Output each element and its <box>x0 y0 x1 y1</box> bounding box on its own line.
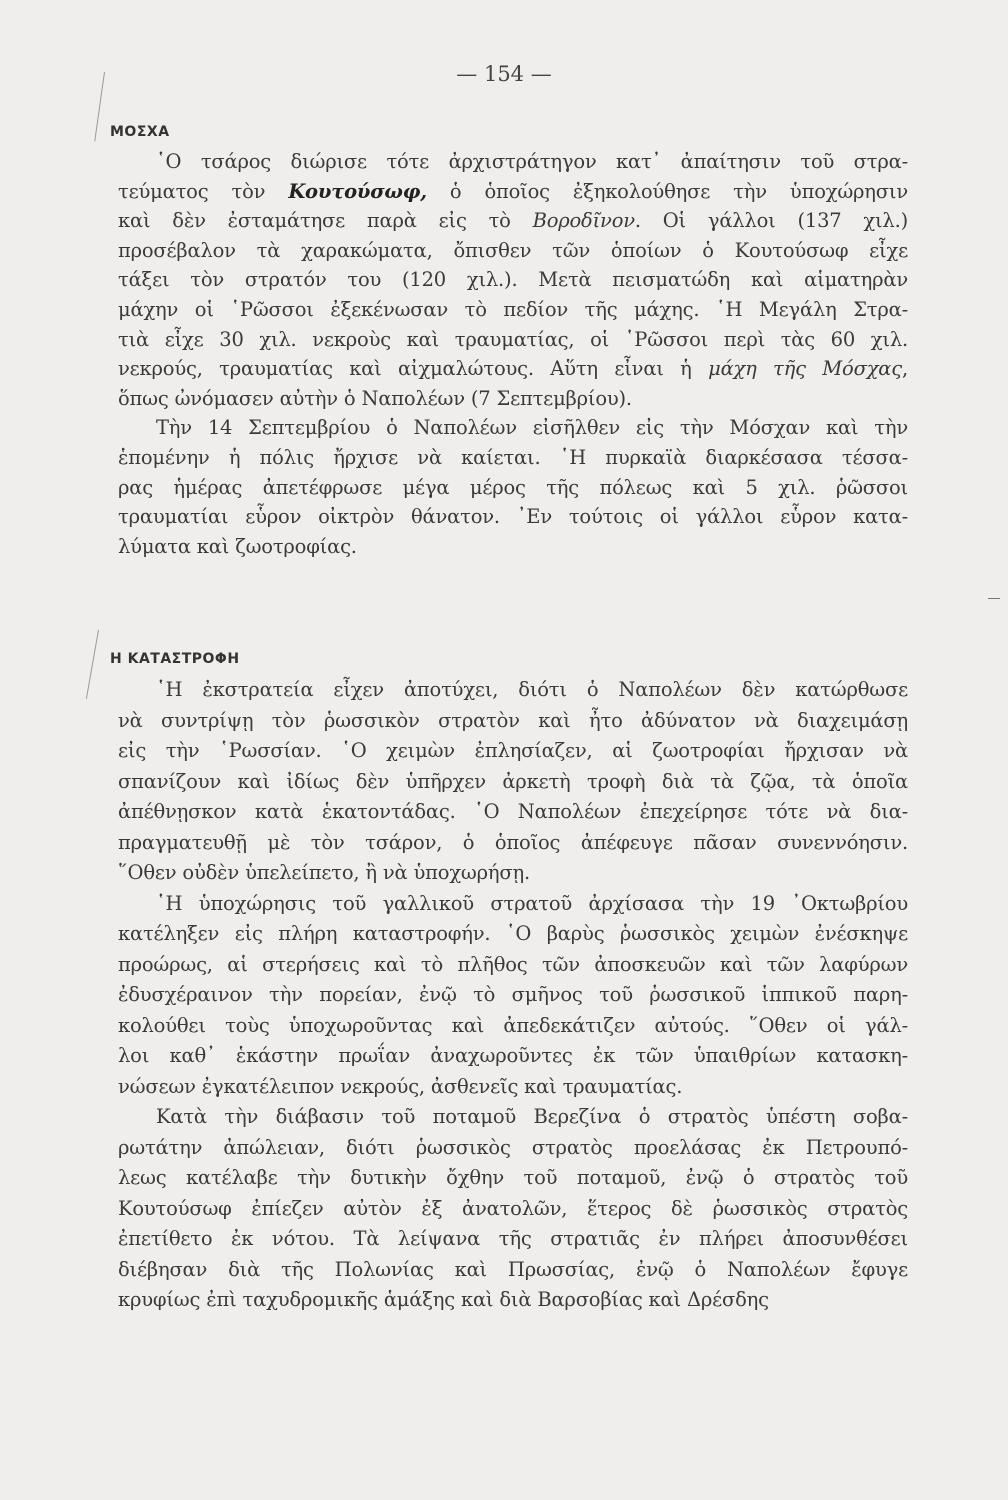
text-line: ρας ἡμέρας ἀπετέφρωσε μέγα μέρος τῆς πόλεως καὶ 5 χιλ. ῥῶσσοι <box>118 475 908 499</box>
text-line: κρυφίως ἐπὶ ταχυδρομικῆς ἁμάξης καὶ διὰ Βαρσοβίας καὶ Δρέσδης <box>118 1288 769 1311</box>
text-line: ῞Οθεν οὐδὲν ὑπελείπετο, ἢ νὰ ὑποχωρήσῃ. <box>118 861 530 884</box>
text-line: ῾Η ἐκστρατεία εἶχεν ἀποτύχει, διότι ὁ Ναπολέων δὲν κατώρθωσε <box>156 678 908 701</box>
text-segment: ὁ ὁποῖος ἐξηκολούθησε τὴν ὑποχώρησιν <box>426 179 909 203</box>
text-line: προσέβαλον τὰ χαρακώματα, ὄπισθεν τῶν ὁποίων ὁ Κουτούσωφ εἶχε <box>118 238 908 262</box>
text-line: διέβησαν διὰ τῆς Πολωνίας καὶ Πρωσσίας, ἐνῷ ὁ Ναπολέων ἔφυγε <box>118 1257 908 1281</box>
text-line: κολούθει τοὺς ὑποχωροῦντας καὶ ἀπεδεκάτιζεν αὐτούς. ῞Οθεν οἱ γάλ- <box>118 1013 908 1037</box>
text-segment: , <box>902 357 909 381</box>
section-body-catastrophe <box>118 675 908 1316</box>
text-line: ῾Ο τσάρος διώρισε τότε ἀρχιστράτηγον κατ᾽ ἀπαίτησιν τοῦ στρα- <box>156 150 908 173</box>
text-line: ἀπέθνῃσκον κατὰ ἑκατοντάδας. ῾Ο Ναπολέων ἐπεχείρησε τότε νὰ δια- <box>118 800 908 823</box>
page-number: — 154 — <box>456 62 552 86</box>
text-line: λύματα καὶ ζωοτροφίας. <box>118 534 357 558</box>
text-line: κατέληξεν εἰς πλήρη καταστροφήν. ῾Ο βαρὺς ῥωσσικὸς χειμὼν ἐνέσκηψε <box>118 922 908 945</box>
text-line: μάχην οἱ ῾Ρῶσσοι ἐξεκένωσαν τὸ πεδίον τῆς μάχης. ῾Η Μεγάλη Στρα- <box>118 297 908 321</box>
section-heading: Η ΚΑΤΑΣΤΡΟΦΗ <box>110 651 240 667</box>
text-line: ὅπως ὠνόμασεν αὐτὴν ὁ Ναπολέων (7 Σεπτεμβρίου). <box>118 386 632 410</box>
text-line: Κουτούσωφ ἐπίεζεν αὐτὸν ἐξ ἀνατολῶν, ἕτερος δὲ ῥωσσικὸς στρατὸς <box>118 1196 908 1220</box>
text-line: προώρως, αἱ στερήσεις καὶ τὸ πλῆθος τῶν ἀποσκευῶν καὶ τῶν λαφύρων <box>118 952 908 976</box>
text-line <box>118 206 908 236</box>
text-segment: . Οἱ γάλλοι (137 χιλ.) <box>634 209 908 233</box>
bold-name: Κουτούσωφ, <box>288 179 427 203</box>
text-line: ἐδυσχέραινον τὴν πορείαν, ἐνῷ τὸ σμῆνος τοῦ ῥωσσικοῦ ἱππικοῦ παρη- <box>118 983 908 1006</box>
text-line <box>118 177 908 207</box>
section-body-moscow <box>118 147 908 561</box>
text-line <box>118 354 908 384</box>
text-line: τάξει τὸν στρατόν του (120 χιλ.). Μετὰ πεισματώδη καὶ αἱματηρὰν <box>118 268 908 292</box>
italic-text: Βοροδῖνον <box>532 209 635 233</box>
text-segment: τεύματος τὸν <box>118 179 289 203</box>
text-line: ῾Η ὑποχώρησις τοῦ γαλλικοῦ στρατοῦ ἀρχίσασα τὴν 19 ᾿Οκτωβρίου <box>156 891 908 915</box>
text-line: εἰς τὴν ῾Ρωσσίαν. ῾Ο χειμὼν ἐπλησίαζεν, αἱ ζωοτροφίαι ἤρχισαν νὰ <box>118 739 908 762</box>
text-line: ἐπετίθετο ἐκ νότου. Τὰ λείψανα τῆς στρατιᾶς ἐν πλήρει ἀποσυνθέσει <box>118 1227 908 1250</box>
text-line: τιὰ εἶχε 30 χιλ. νεκροὺς καὶ τραυματίας, οἱ ῾Ρῶσσοι περὶ τὰς 60 χιλ. <box>118 327 908 351</box>
section-heading: ΜΟΣΧΑ <box>110 124 170 140</box>
text-line: λοι καθ᾽ ἑκάστην πρωΐαν ἀναχωροῦντες ἐκ τῶν ὑπαιθρίων κατασκη- <box>118 1044 908 1067</box>
text-line: τραυματίαι εὗρον οἰκτρὸν θάνατον. ᾿Εν τούτοις οἱ γάλλοι εὗρον κατα- <box>118 505 908 529</box>
text-segment: καὶ δὲν ἐσταμάτησε παρὰ εἰς τὸ <box>118 209 533 233</box>
margin-pencil-mark <box>86 630 99 699</box>
margin-pencil-mark <box>988 598 1000 599</box>
text-line: πραγματευθῇ μὲ τὸν τσάρον, ὁ ὁποῖος ἀπέφευγε πᾶσαν συνεννόησιν. <box>118 830 908 854</box>
italic-text: μάχη τῆς Μόσχας <box>708 357 903 381</box>
text-line: νώσεων ἐγκατέλειπον νεκρούς, ἀσθενεῖς καὶ τραυματίας. <box>118 1074 683 1098</box>
text-line: λεως κατέλαβε τὴν δυτικὴν ὄχθην τοῦ ποταμοῦ, ἐνῷ ὁ στρατὸς τοῦ <box>118 1166 908 1189</box>
text-segment: νεκρούς, τραυματίας καὶ αἰχμαλώτους. Αὕτη εἶναι ἡ <box>118 357 709 381</box>
text-line: Τὴν 14 Σεπτεμβρίου ὁ Ναπολέων εἰσῆλθεν εἰς τὴν Μόσχαν καὶ τὴν <box>156 416 908 440</box>
text-line: ἑπομένην ἡ πόλις ἤρχισε νὰ καίεται. ῾Η πυρκαϊὰ διαρκέσασα τέσσα- <box>118 445 908 469</box>
text-line: νὰ συντρίψῃ τὸν ῥωσσικὸν στρατὸν καὶ ἦτο ἀδύνατον νὰ διαχειμάσῃ <box>118 708 908 732</box>
text-line: σπανίζουν καὶ ἰδίως δὲν ὑπῆρχεν ἀρκετὴ τροφὴ διὰ τὰ ζῷα, τὰ ὁποῖα <box>118 769 908 793</box>
text-line: Κατὰ τὴν διάβασιν τοῦ ποταμοῦ Βερεζίνα ὁ στρατὸς ὑπέστη σοβα- <box>156 1105 908 1128</box>
text-line: ρωτάτην ἀπώλειαν, διότι ῥωσσικὸς στρατὸς προελάσας ἐκ Πετρουπό- <box>118 1135 908 1159</box>
